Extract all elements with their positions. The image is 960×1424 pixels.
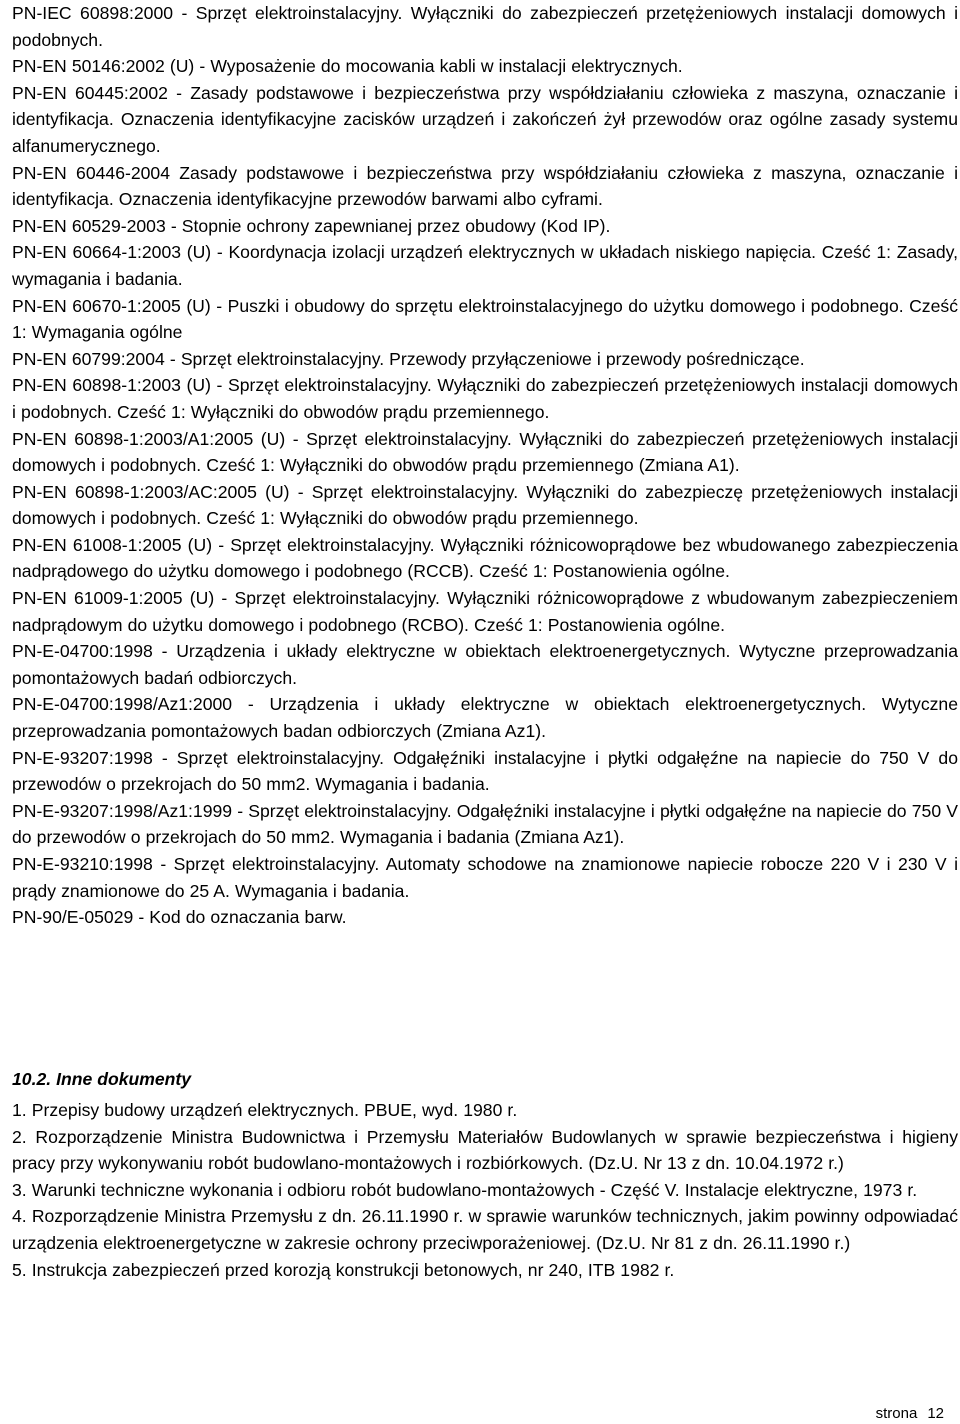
document-item: 4. Rozporządzenie Ministra Przemysłu z dn. 26.11.1990 r. w sprawie warunków technicznych, jakim powinny odpowiadać urządzenia elektroenergetyczne w zakresie ochrony przeciwporażeniowej. (Dz.U. Nr 81 z dn. 26.11.1990 r.) bbox=[12, 1206, 958, 1253]
standard-item: PN-E-93207:1998 - Sprzęt elektroinstalacyjny. Odgałęźniki instalacyjne i płytki odgałęźne na napiecie do 750 V do przewodów o przekrojach do 50 mm2. Wymagania i badania. bbox=[12, 747, 958, 795]
standard-item: PN-EN 61009-1:2005 (U) - Sprzęt elektroinstalacyjny. Wyłączniki różnicowoprądowe z wbudowanym zabezpieczeniem nadprądowym do użytku domowego i podobnego (RCBO). Cześć 1: Postanowienia ogólne. bbox=[12, 588, 958, 635]
page bbox=[12, 0, 958, 1280]
section-number: 10.2. bbox=[12, 1069, 52, 1089]
document-item: 5. Instrukcja zabezpieczeń przed korozją konstrukcji betonowych, nr 240, ITB 1982 r. bbox=[12, 1259, 675, 1280]
standard-item: PN-EN 60670-1:2005 (U) - Puszki i obudowy do sprzętu elektroinstalacyjnego do użytku domowego i podobnego. Cześć 1: Wymagania ogólne bbox=[12, 295, 958, 343]
page-footer bbox=[876, 1404, 944, 1424]
standard-item: PN-90/E-05029 - Kod do oznaczania barw. bbox=[12, 907, 347, 928]
standard-item: PN-EN 50146:2002 (U) - Wyposażenie do mocowania kabli w instalacji elektrycznych. bbox=[12, 56, 683, 77]
standard-item: PN-E-04700:1998/Az1:2000 - Urządzenia i układy elektryczne w obiektach elektroenergetycznych. Wytyczne przeprowadzania pomontażowych badan odbiorczych (Zmiana Az1). bbox=[12, 694, 958, 742]
document-item: 2. Rozporządzenie Ministra Budownictwa i Przemysłu Materiałów Budowlanych w sprawie bezpieczeństwa i higieny pracy przy wykonywaniu robót budowlano-montażowych i rozbiórkowych. (Dz.U. Nr 13 z dn. 10.04.1972 r.) bbox=[12, 1126, 958, 1174]
standard-item: PN-E-93210:1998 - Sprzęt elektroinstalacyjny. Automaty schodowe na znamionowe napiecie robocze 220 V i 230 V i prądy znamionowe do 25 A. Wymagania i badania. bbox=[12, 854, 958, 901]
standard-item: PN-IEC 60898:2000 - Sprzęt elektroinstalacyjny. Wyłączniki do zabezpieczeń przetężeniowych instalacji domowych i podobnych. bbox=[12, 3, 958, 50]
documents-list bbox=[12, 1097, 958, 1283]
standard-item: PN-E-04700:1998 - Urządzenia i układy elektryczne w obiektach elektroenergetycznych. Wytyczne przeprowadzania pomontażowych badań odbiorczych. bbox=[12, 641, 958, 688]
standard-item: PN-EN 60898-1:2003/AC:2005 (U) - Sprzęt elektroinstalacyjny. Wyłączniki do zabezpieczę przetężeniowych instalacji domowych i podobnych. Cześć 1: Wyłączniki do obwodów prądu przemiennego. bbox=[12, 481, 958, 529]
footer-label: strona bbox=[875, 1405, 918, 1422]
standards-list bbox=[12, 0, 958, 931]
standard-item: PN-EN 61008-1:2005 (U) - Sprzęt elektroinstalacyjny. Wyłączniki różnicowoprądowe bez wbudowanego zabezpieczenia nadprądowego do użytku domowego i podobnego (RCCB). Cześć 1: Postanowienia ogólne. bbox=[12, 534, 958, 582]
standard-item: PN-EN 60445:2002 - Zasady podstawowe i bezpieczeństwa przy współdziałaniu człowieka z maszyna, oznaczanie i identyfikacja. Oznaczenia identyfikacyjne zacisków urządzeń i zakończeń żył przewodów oraz ogólne zasady systemu alfanumerycznego. bbox=[12, 82, 958, 156]
standard-item: PN-EN 60446-2004 Zasady podstawowe i bezpieczeństwa przy współdziałaniu człowieka z maszyna, oznaczanie i identyfikacja. Oznaczenia identyfikacyjne przewodów barwami albo cyframi. bbox=[12, 162, 958, 210]
standard-item: PN-EN 60664-1:2003 (U) - Koordynacja izolacji urządzeń elektrycznych w układach niskiego napięcia. Cześć 1: Zasady, wymagania i badania. bbox=[12, 242, 958, 289]
document-item: 1. Przepisy budowy urządzeń elektrycznych. PBUE, wyd. 1980 r. bbox=[12, 1100, 518, 1120]
standard-item: PN-EN 60529-2003 - Stopnie ochrony zapewnianej przez obudowy (Kod IP). bbox=[12, 215, 611, 236]
standard-item: PN-EN 60898-1:2003 (U) - Sprzęt elektroinstalacyjny. Wyłączniki do zabezpieczeń przetężeniowych instalacji domowych i podobnych. Cześć 1: Wyłączniki do obwodów prądu przemiennego. bbox=[12, 375, 958, 422]
section-title: Inne dokumenty bbox=[56, 1069, 192, 1089]
standard-item: PN-EN 60898-1:2003/A1:2005 (U) - Sprzęt elektroinstalacyjny. Wyłączniki do zabezpieczeń przetężeniowych instalacji domowych i podobnych. Cześć 1: Wyłączniki do obwodów prądu przemiennego (Zmiana A1). bbox=[12, 428, 958, 476]
standard-item: PN-EN 60799:2004 - Sprzęt elektroinstalacyjny. Przewody przyłączeniowe i przewody pośredniczące. bbox=[12, 348, 805, 369]
section-heading bbox=[12, 1066, 191, 1092]
document-item: 3. Warunki techniczne wykonania i odbioru robót budowlano-montażowych - Część V. Instalacje elektryczne, 1973 r. bbox=[12, 1179, 918, 1200]
standard-item: PN-E-93207:1998/Az1:1999 - Sprzęt elektroinstalacyjny. Odgałęźniki instalacyjne i płytki odgałęźne na napiecie do 750 V do przewodów o przekrojach do 50 mm2. Wymagania i badania (Zmiana Az1). bbox=[12, 800, 958, 848]
page-number: 12 bbox=[927, 1405, 944, 1422]
